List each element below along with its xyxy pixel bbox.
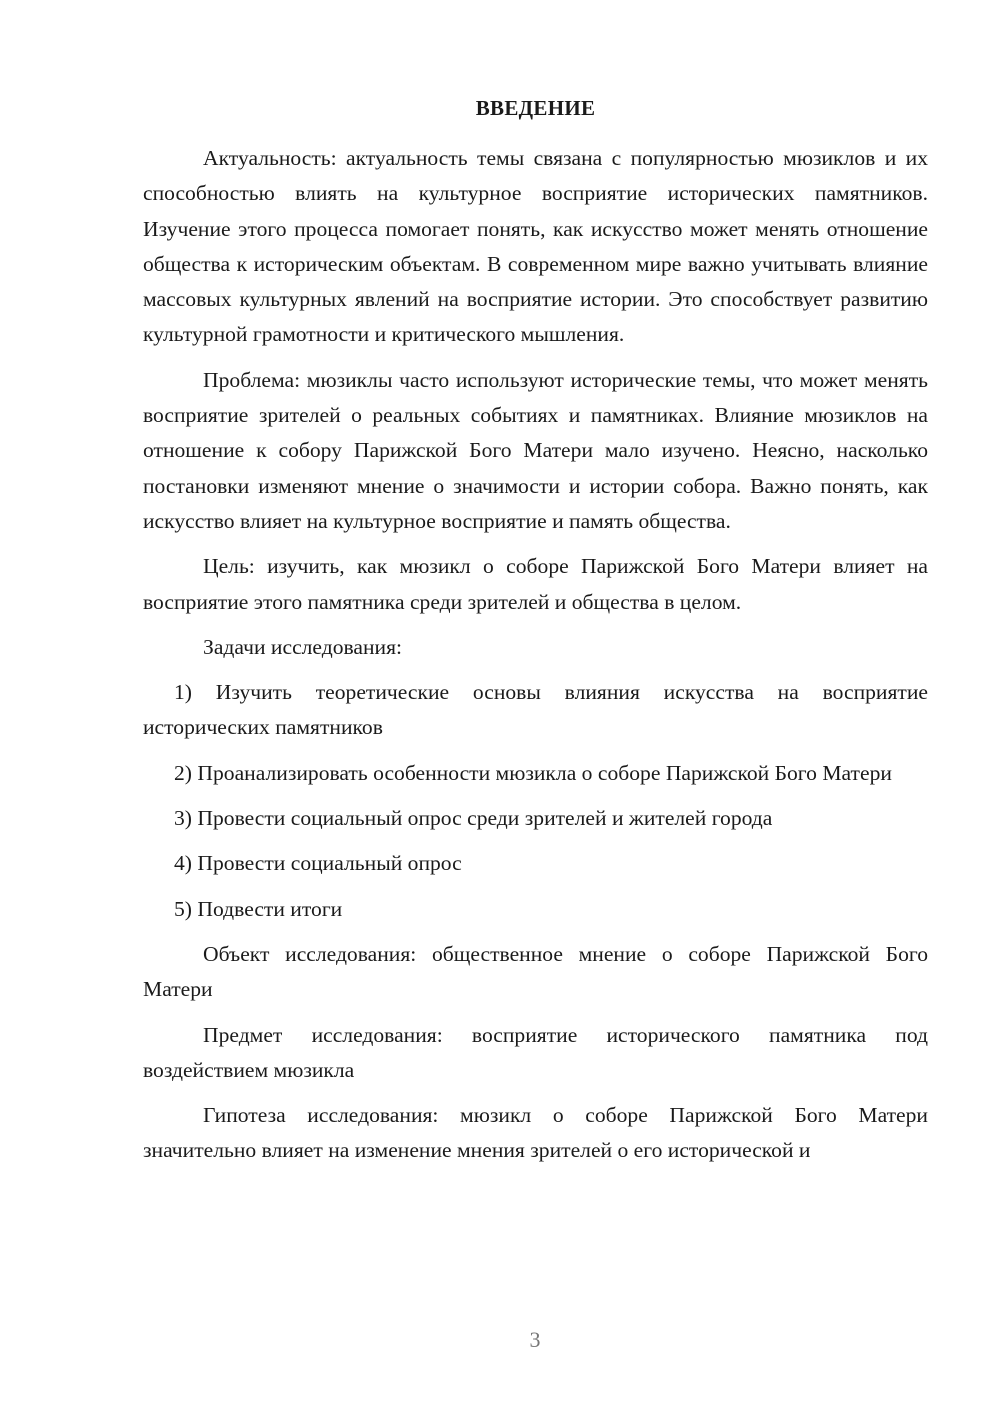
paragraph-goal: Цель: изучить, как мюзикл о соборе Парижской Бого Матери влияет на восприятие этого памятника среди зрителей и общества в целом. (143, 554, 928, 614)
paragraph-hypothesis: Гипотеза исследования: мюзикл о соборе Парижской Бого Матери значительно влияет на изменение мнения зрителей о его исторической и (143, 1103, 928, 1163)
paragraph-subject: Предмет исследования: восприятие исторического памятника под воздействием мюзикла (143, 1022, 928, 1082)
task-item-3: 3) Провести социальный опрос среди зрителей и жителей города (174, 806, 773, 831)
task-item-2: 2) Проанализировать особенности мюзикла о соборе Парижской Бого Матери (174, 760, 892, 785)
paragraph-problem: Проблема: мюзиклы часто используют исторические темы, что может менять восприятие зрителей о реальных событиях и памятниках. Влияние мюзиклов на отношение к собору Парижской Бого Матери мало изучено. Неясно, насколько постановки изменяют мнение о значимости и истории собора. Важно понять, как искусство влияет на культурное восприятие и память общества. (143, 367, 928, 533)
paragraph-relevance: Актуальность: актуальность темы связана с популярностью мюзиклов и их способностью влиять на культурное восприятие исторических памятников. Изучение этого процесса помогает понять, как искусство может менять отношение общества к историческим объектам. В современном мире важно учитывать влияние массовых культурных явлений на восприятие истории. Это способствует развитию культурной грамотности и критического мышления. (143, 146, 928, 347)
paragraph-object: Объект исследования: общественное мнение о соборе Парижской Бого Матери (143, 941, 928, 1002)
section-heading: ВВЕДЕНИЕ (475, 96, 596, 120)
body-text (143, 141, 928, 1179)
tasks-heading: Задачи исследования: (203, 634, 403, 659)
task-item-5: 5) Подвести итоги (174, 896, 343, 921)
page-number: 3 (529, 1327, 541, 1352)
task-item-1: 1) Изучить теоретические основы влияния искусства на восприятие исторических памятников (143, 680, 928, 740)
task-item-4: 4) Провести социальный опрос (174, 851, 462, 876)
